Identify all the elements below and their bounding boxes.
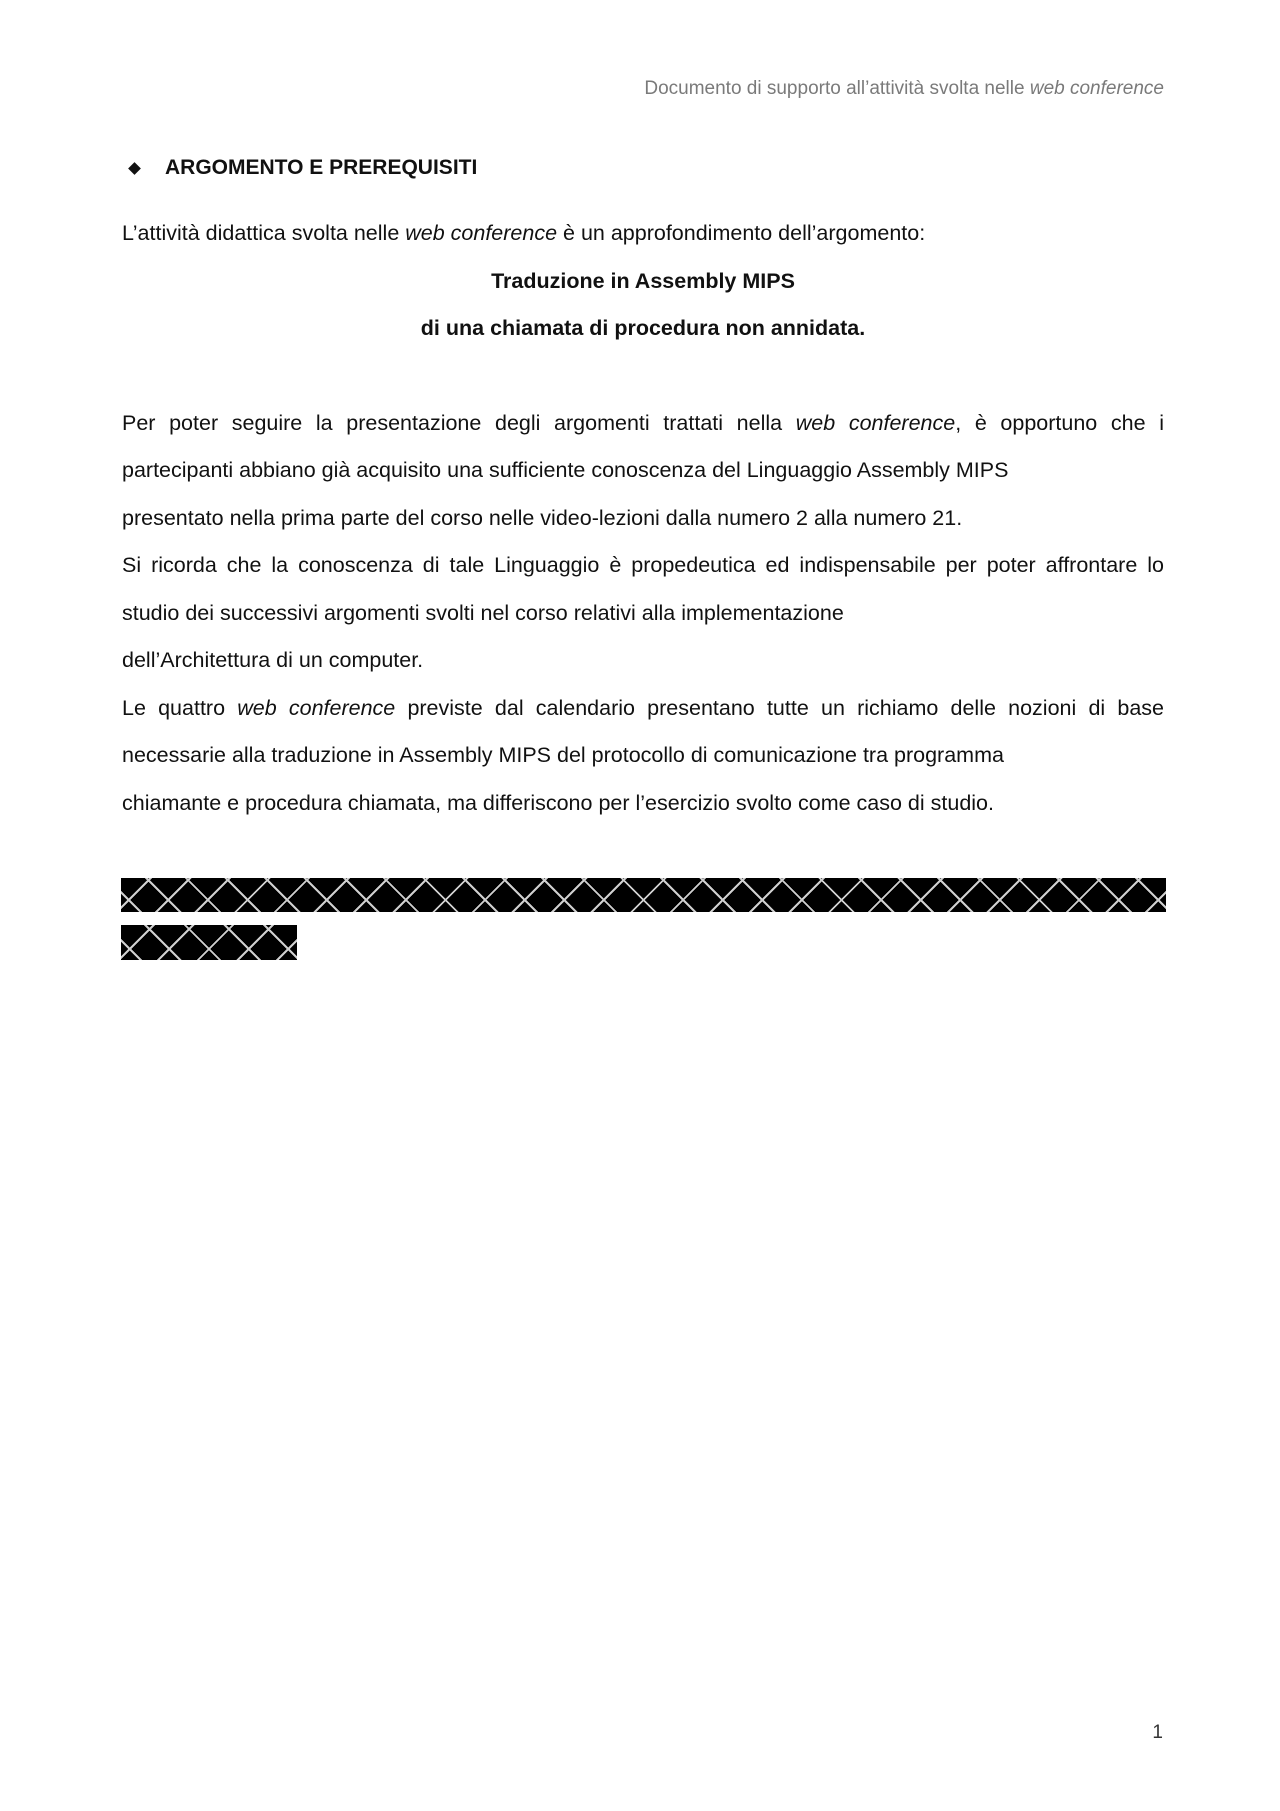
- paragraph-prerequisites: [122, 400, 1164, 495]
- topic-title-line-2: di una chiamata di procedura non annidata.: [420, 316, 866, 340]
- paragraph-web-conference: [122, 685, 1164, 780]
- paragraph-prerequisites-last-line: presentato nella prima parte del corso nelle video-lezioni dalla numero 2 alla numero 21.: [122, 505, 963, 530]
- section-title: ARGOMENTO E PREREQUISITI: [165, 156, 478, 179]
- intro-italic: web conference: [405, 221, 558, 245]
- page-header: [644, 78, 1164, 100]
- page-header-text: Documento di supporto all’attività svolta nelle: [644, 78, 1030, 99]
- section-heading: [130, 156, 477, 180]
- paragraph1-text-after: , è opportuno che i partecipanti abbiano già acquisito una sufficiente conoscenza del Linguaggio Assembly MIPS: [122, 410, 1164, 482]
- diamond-bullet-icon: [128, 162, 141, 175]
- paragraph1-text-before: Per poter seguire la presentazione degli argomenti trattati nella: [122, 410, 796, 435]
- intro-line: [122, 210, 1164, 258]
- paragraph3-text-after: previste dal calendario presentano tutte un richiamo delle nozioni di base necessarie alla traduzione in Assembly MIPS del protocollo di comunicazione tra programma: [122, 695, 1164, 767]
- paragraph-reminder: Si ricorda che la conoscenza di tale Linguaggio è propedeutica ed indispensabile per poter affrontare lo studio dei successivi argomenti svolti nel corso relativi alla implementazione: [122, 553, 1164, 625]
- redaction-block-1: [121, 878, 1166, 912]
- paragraph1-italic: web conference: [795, 410, 956, 435]
- intro-text-after: è un approfondimento dell’argomento:: [557, 221, 926, 245]
- intro-text-before: L’attività didattica svolta nelle: [122, 221, 406, 245]
- spacer: [122, 353, 1164, 400]
- paragraph-reminder-last-line: dell’Architettura di un computer.: [122, 648, 424, 672]
- redaction-block-2: [121, 925, 297, 960]
- page-header-italic: web conference: [1029, 78, 1164, 99]
- paragraph3-text-before: Le quattro: [122, 695, 238, 720]
- topic-title-line-1: Traduzione in Assembly MIPS: [491, 268, 795, 293]
- paragraph-web-conference-last-line: chiamante e procedura chiamata, ma differiscono per l’esercizio svolto come caso di studio.: [122, 790, 994, 815]
- document-body: [122, 210, 1164, 827]
- paragraph3-italic: web conference: [237, 695, 396, 720]
- page-number: 1: [1152, 1722, 1163, 1743]
